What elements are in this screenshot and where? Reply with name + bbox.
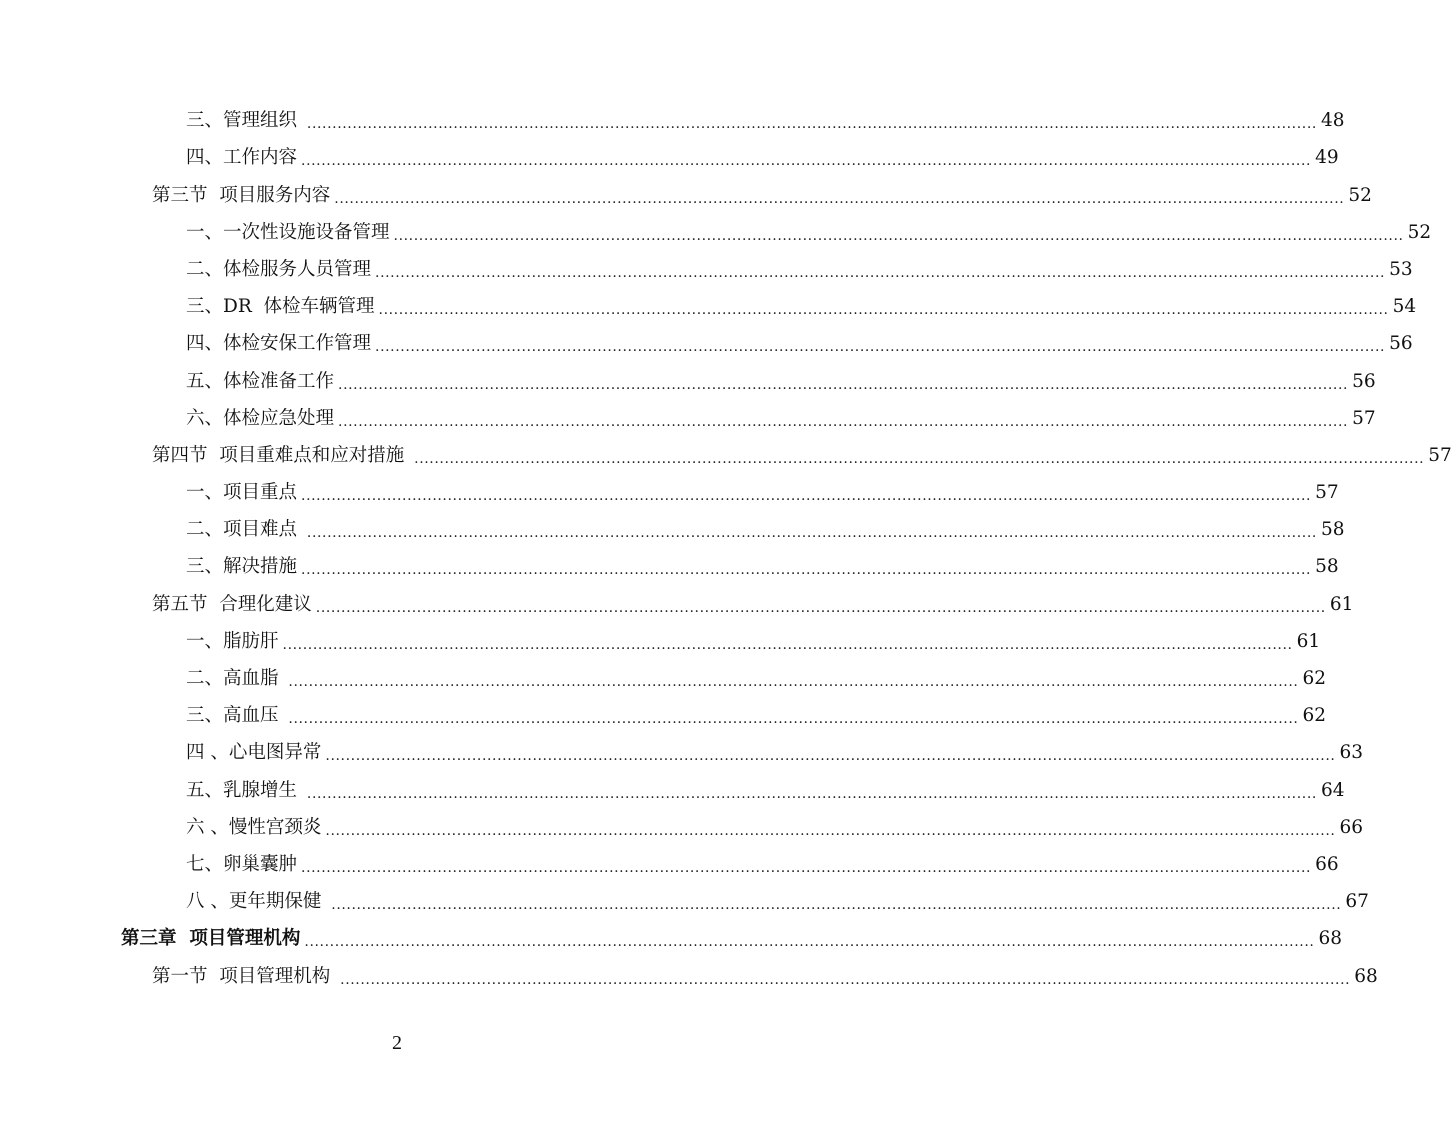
toc-entry-page: 48 [1320,110,1345,132]
toc-entry-page: 62 [1302,668,1326,689]
toc-entry-title: 三、DR 体检车辆管理 [186,296,375,318]
toc-entry-title: 第三章 项目管理机构 [121,928,301,950]
toc-entry-title: 一、一次性设施设备管理 [186,221,390,243]
toc-entry-title: 三、解决措施 [186,556,298,578]
toc-entry[interactable] [0,101,1345,138]
toc-entry-title: 二、体检服务人员管理 [186,258,372,280]
toc-leader-dots: ........................................................................................................................................................................................................ [306,116,1317,133]
toc-entry-page: 63 [1339,742,1363,764]
toc-entry-title: 八 、更年期保健 [186,891,328,913]
toc-entry-page: 68 [1354,965,1378,987]
toc-entry-title: 六、体检应急处理 [186,407,335,429]
page-number: 2 [392,1032,402,1054]
toc-entry-page: 57 [1352,407,1376,429]
toc-entry-title: 第三节 项目服务内容 [152,184,331,206]
toc-entry-page: 62 [1302,705,1326,727]
toc-leader-dots: ........................................................................................................................................................................................................ [288,674,1299,690]
toc-entry-page: 56 [1352,370,1376,392]
toc-leader-dots: ........................................................................................................................................................................................................ [325,748,1336,765]
toc-entry[interactable] [0,808,1363,845]
toc-entry[interactable] [0,436,1452,473]
toc-entry[interactable] [0,213,1432,250]
toc-entry-title: 一、项目重点 [186,482,298,504]
toc-leader-dots: ........................................................................................................................................................................................................ [325,822,1336,839]
toc-entry[interactable] [0,584,1354,621]
toc-entry[interactable] [0,361,1376,398]
toc-entry[interactable] [0,882,1369,919]
toc-entry-page: 66 [1315,853,1339,875]
toc-entry[interactable] [0,175,1372,212]
toc-entry-title: 三、高血压 [186,705,285,727]
toc-entry[interactable] [0,919,1342,956]
toc-entry-page: 52 [1348,184,1372,206]
toc-leader-dots: ........................................................................................................................................................................................................ [338,413,1349,430]
toc-leader-dots: ........................................................................................................................................................................................................ [331,897,1342,914]
toc-entry[interactable] [0,622,1321,659]
toc-leader-dots: ........................................................................................................................................................................................................ [304,934,1315,951]
toc-entry-title: 第五节 合理化建议 [152,593,312,615]
toc-entry[interactable] [0,250,1413,287]
toc-entry-title: 四 、心电图异常 [186,742,322,764]
toc-entry-page: 56 [1389,333,1413,355]
toc-leader-dots: ........................................................................................................................................................................................................ [378,302,1389,319]
toc-entry-title: 一、脂肪肝 [186,630,279,652]
toc-leader-dots: ........................................................................................................................................................................................................ [301,859,1312,876]
toc-entry[interactable] [0,547,1339,584]
toc-entry-page: 61 [1296,630,1321,652]
toc-leader-dots: ........................................................................................................................................................................................................ [301,488,1312,505]
toc-entry-title: 第四节 项目重难点和应对措施 [152,444,411,466]
toc-entry[interactable] [0,770,1345,807]
toc-entry-title: 五、乳腺增生 [186,779,303,801]
toc-entry-page: 53 [1389,258,1413,280]
toc-leader-dots: ........................................................................................................................................................................................................ [301,562,1312,579]
toc-entry-page: 49 [1315,147,1339,169]
toc-entry-title: 第一节 项目管理机构 [152,965,337,987]
toc-entry-page: 67 [1345,891,1369,913]
toc-entry-page: 58 [1315,556,1339,578]
toc-entry-page: 68 [1318,928,1342,950]
toc-entry[interactable] [0,845,1339,882]
toc-entry[interactable] [0,510,1345,547]
toc-entry-title: 二、项目难点 [186,519,303,541]
toc-leader-dots: ........................................................................................................................................................................................................ [340,971,1351,988]
toc-entry-title: 二、高血脂 [186,668,285,689]
toc-entry-title: 三、管理组织 [186,110,303,132]
toc-leader-dots: ........................................................................................................................................................................................................ [375,264,1386,281]
toc-entry[interactable] [0,399,1376,436]
toc-entry-page: 64 [1320,779,1345,801]
toc-entry-page: 52 [1407,221,1432,243]
toc-leader-dots: ........................................................................................................................................................................................................ [288,711,1299,728]
toc-entry-page: 57 [1315,482,1339,504]
toc-leader-dots: ........................................................................................................................................................................................................ [375,339,1386,356]
toc-entry[interactable] [0,138,1339,175]
toc-leader-dots: ........................................................................................................................................................................................................ [315,599,1326,616]
toc-entry[interactable] [0,324,1413,361]
toc-entry-title: 五、体检准备工作 [186,370,335,392]
toc-leader-dots: ........................................................................................................................................................................................................ [393,227,1404,244]
toc-entry-title: 七、卵巢囊肿 [186,853,298,875]
toc-leader-dots: ........................................................................................................................................................................................................ [306,525,1317,542]
toc-leader-dots: ........................................................................................................................................................................................................ [414,450,1425,467]
toc-entry[interactable] [0,733,1363,770]
toc-leader-dots: ........................................................................................................................................................................................................ [338,376,1349,393]
toc-leader-dots: ........................................................................................................................................................................................................ [301,153,1312,170]
toc-entry-page: 58 [1320,519,1345,541]
toc-entry-page: 57 [1428,444,1452,466]
toc-entry[interactable] [0,659,1326,696]
toc-leader-dots: ........................................................................................................................................................................................................ [306,785,1317,802]
toc-entry-title: 四、工作内容 [186,147,298,169]
toc-entry[interactable] [0,696,1326,733]
toc-leader-dots: ........................................................................................................................................................................................................ [334,190,1345,207]
toc-leader-dots: ........................................................................................................................................................................................................ [282,636,1293,653]
toc-entry-page: 61 [1329,593,1354,615]
toc-entry-title: 六 、慢性宫颈炎 [186,816,322,838]
table-of-contents [0,101,1452,994]
toc-entry-title: 四、体检安保工作管理 [186,333,372,355]
toc-entry[interactable] [0,287,1417,324]
toc-entry[interactable] [0,473,1339,510]
toc-entry[interactable] [0,956,1378,993]
toc-entry-page: 54 [1392,296,1417,318]
toc-entry-page: 66 [1339,816,1363,838]
